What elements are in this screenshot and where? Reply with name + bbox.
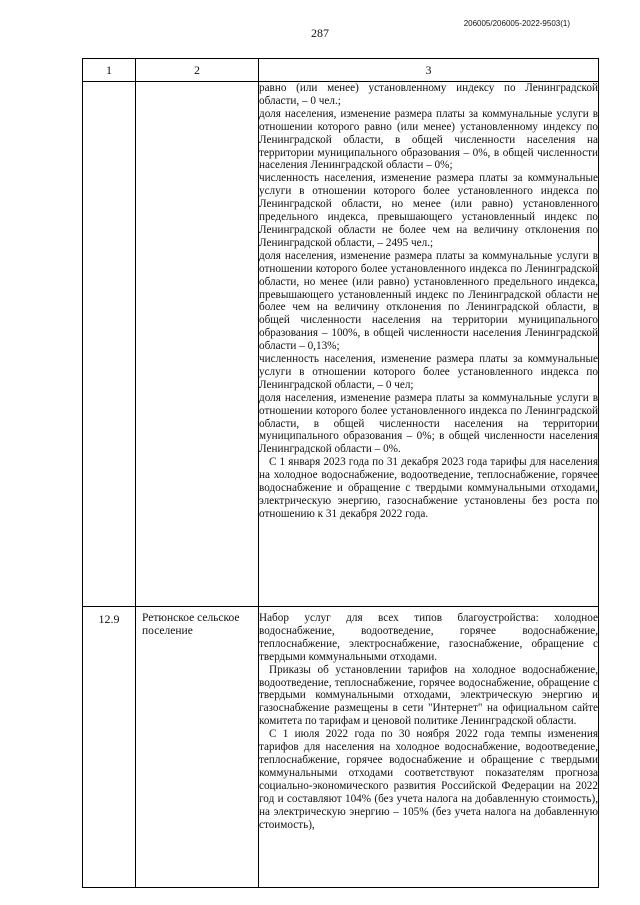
header-col-2: 2	[136, 59, 259, 82]
municipality-name: Ретюнское сельское поселение	[136, 607, 259, 888]
header-col-1: 1	[83, 59, 136, 82]
description-paragraph: численность населения, изменение размера платы за коммунальные услуги в отношении которого более установленного индекса по Ленинградской области, но менее (или равно) установленного предельного индекса, превышающего установленный индекс по Ленинградской области не более чем на величину отклонения по Ленинградской области, – 2495 чел.;	[259, 172, 598, 249]
table-header-row	[83, 59, 599, 82]
description-paragraph: Приказы об установлении тарифов на холодное водоснабжение, водоотведение, теплоснабжение, горячее водоснабжение, обращение с твердыми коммунальными отходами, электрическую энергию и газоснабжение размещены в сети "Интернет" на официальном сайте комитета по тарифам и ценовой политике Ленинградской области.	[259, 663, 598, 728]
row-name-cell	[136, 82, 259, 607]
description-paragraph: С 1 июля 2022 года по 30 ноября 2022 года темпы изменения тарифов для населения на холодное водоснабжение, водоотведение, теплоснабжение, горячее водоснабжение и обращение с твердыми коммунальными отходами соответствуют показателям прогноза социально-экономического развития Российской Федерации на 2022 год и составляют 104% (без учета налога на добавленную стоимость), на электрическую энергию – 105% (без учета налога на добавленную стоимость),	[259, 728, 598, 831]
row-number-cell	[83, 82, 136, 607]
description-paragraph: доля населения, изменение размера платы за коммунальные услуги в отношении которого более установленного индекса по Ленинградской области, но менее (или равно) установленного предельного индекса, превышающего установленный индекс по Ленинградской области не более чем на величину отклонения по Ленинградской области, в общей численности населения на территории муниципального образования – 100%, в общей численности населения Ленинградской области – 0,13%;	[259, 249, 598, 353]
row-description-cell	[259, 82, 599, 607]
page-number: 287	[311, 26, 329, 40]
description-paragraph: доля населения, изменение размера платы за коммунальные услуги в отношении которого равно (или менее) установленному индексу по Ленинградской области, в общей численности населения на территории муниципального образования – 0%, в общей численности населения Ленинградской области – 0%;	[259, 107, 598, 172]
document-code: 206005/206005-2022-9503(1)	[463, 19, 570, 28]
table-row-continuation	[83, 82, 599, 607]
header-col-3: 3	[259, 59, 599, 82]
description-paragraph: С 1 января 2023 года по 31 декабря 2023 года тарифы для населения на холодное водоснабжение, водоотведение, теплоснабжение, горячее водоснабжение и обращение с твердыми коммунальными отходами, электрическую энергию, газоснабжение установлены без роста по отношению к 31 декабря 2022 года.	[259, 456, 598, 520]
description-paragraph: равно (или менее) установленному индексу по Ленинградской области, – 0 чел.;	[259, 82, 598, 107]
description-paragraph: численность населения, изменение размера платы за коммунальные услуги в отношении которого более установленного индекса по Ленинградской области, – 0 чел;	[259, 353, 598, 391]
row-description-cell	[259, 607, 599, 888]
row-number: 12.9	[83, 607, 136, 888]
description-paragraph: доля населения, изменение размера платы за коммунальные услуги в отношении которого более установленного индекса по Ленинградской области, в общей численности населения на территории муниципального образования – 0%; в общей численности населения Ленинградской области – 0%.	[259, 391, 598, 456]
table-row-12-9	[83, 607, 599, 888]
description-paragraph: Набор услуг для всех типов благоустройства: холодное водоснабжение, водоотведение, горячее водоснабжение, теплоснабжение, электроснабжение, газоснабжение, обращение с твердыми коммунальными отходами.	[259, 612, 598, 663]
register-table	[82, 58, 599, 888]
